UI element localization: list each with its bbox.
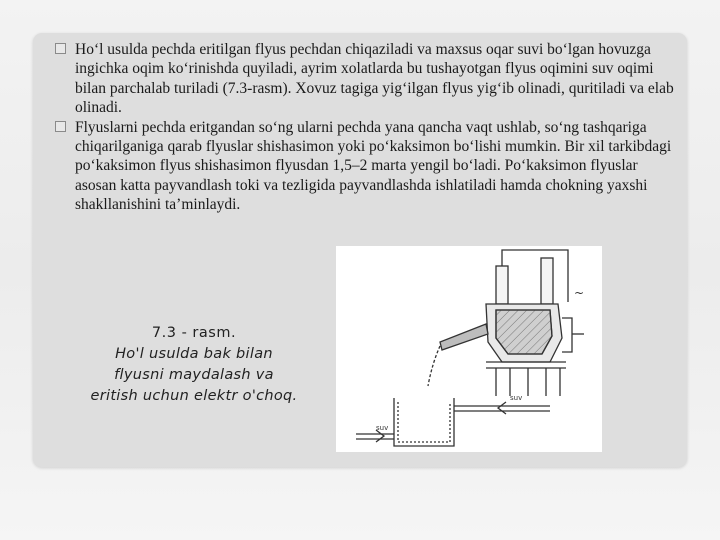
bullet-square-icon xyxy=(55,121,66,132)
ac-symbol-label: ~ xyxy=(574,286,585,300)
bullet-square-icon xyxy=(55,43,66,54)
water-label-bottom: suv xyxy=(376,424,389,432)
paragraph-1-text: Ho‘l usulda pechda eritilgan flyus pechdan chiqaziladi va maxsus oqar suvi bo‘lgan hovuzga ingichka oqim ko‘rinishda quyiladi, ayrim xolatlarda bu tushayotgan flyus oqimini suv oqimi bilan parchalab turiladi (7.3-rasm). Xovuz tagiga yig‘ilgan flyus yig‘ib olinadi, quritiladi va elab olinadi. xyxy=(75,41,674,117)
furnace-diagram-drawing xyxy=(336,246,602,452)
bullet-paragraph-1 xyxy=(54,40,674,118)
caption-line-2: flyusni maydalash va xyxy=(114,367,274,383)
figure-caption xyxy=(60,323,328,407)
furnace-diagram-image xyxy=(336,246,602,452)
bullet-paragraph-2 xyxy=(54,118,674,215)
paragraph-2-text: Flyuslarni pechda eritgandan so‘ng ularni pechda yana qancha vaqt ushlab, so‘ng tashqariga chiqarilganiga qarab flyuslar shishasimon yoki po‘kaksimon bo‘lishi mumkin. Bir xil tarkibdagi po‘kaksimon flyus shishasimon flyusdan 1,5–2 marta yengil bo‘ladi. Po‘kaksimon flyuslar asosan katta payvandlash toki va tezligida payvandlashda ishlatiladi hamda chokning yaxshi shakllanishini ta’minlaydi. xyxy=(75,118,672,214)
water-label-top: suv xyxy=(510,394,523,402)
caption-line-1: Ho'l usulda bak bilan xyxy=(115,346,273,362)
bullet-list xyxy=(54,40,674,215)
caption-line-3: eritish uchun elektr o'choq. xyxy=(90,388,298,404)
caption-title: 7.3 - rasm. xyxy=(151,325,237,341)
